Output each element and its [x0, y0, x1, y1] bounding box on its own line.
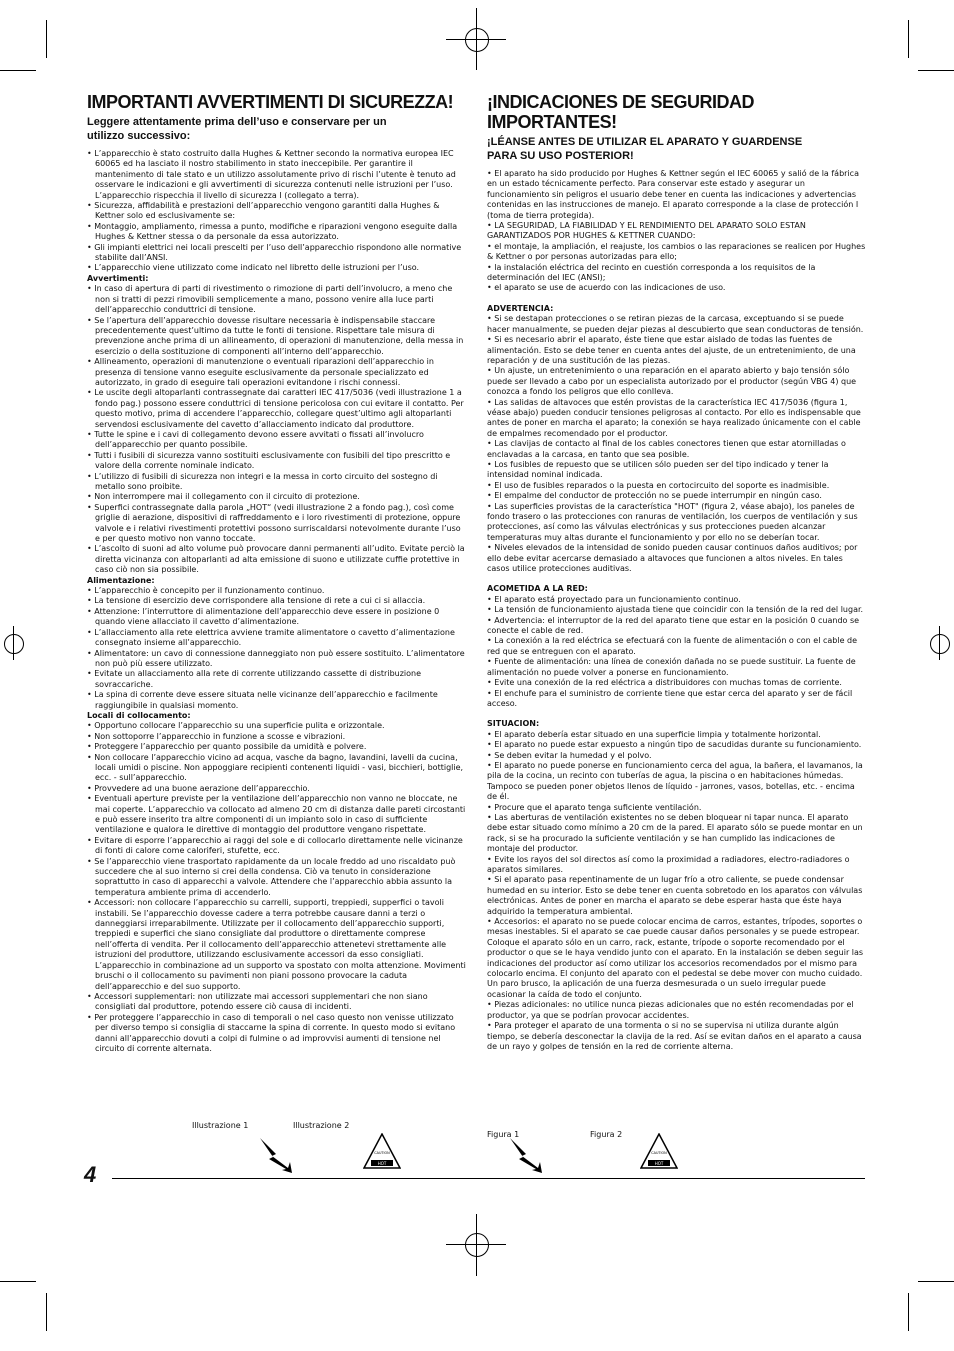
list-item: • El aparato debería estar situado en una superficie limpia y totalmente horizontal.: [487, 729, 821, 739]
list-item: • La tensione di esercizio deve corrispondere alla tensione di rete a cui ci si allaccia.: [87, 596, 426, 606]
caution-text: CAUTION: [374, 1151, 390, 1155]
list-item: • Se l’apertura dell’apparecchio dovesse risultare necessaria è indispensabile staccare precedentemente quest’ultimo da tutte le fonti di tensione. Rispettare tale misura di prevenzione anche prima di un allineamento, di operazioni di manutenzione, della messa in esercizio o della sostituzione di componenti all’interno dell’apparecchio.: [87, 315, 464, 356]
list-item: • Procure que el aparato tenga suficiente ventilación.: [487, 802, 702, 812]
list-item: • la instalación eléctrica del recinto en cuestión corresponda a los requisitos de la determinación del IEC (ANSI);: [487, 262, 816, 283]
spanish-figure-2-label: Figura 2: [590, 1130, 623, 1139]
list-item: • El aparato no puede ponerse en funcionamiento cerca del agua, la bañera, el lavamanos, la pila de la cocina, un recinto con tuberías de agua, la piscina o en habitaciones húmedas. Tampoco se pueden poner objetos llenos de líquido - jarrones, vasos, botellas, etc. - encima de él.: [487, 760, 863, 802]
italian-figure-1-label: Illustrazione 1: [192, 1121, 249, 1130]
list-item: • Las salidas de altavoces que estén provistas de la característica IEC 417/5036 (figura 1, véase abajo) pueden conducir tensiones peligrosas al contacto. Por ello es indispensable que antes de poner en marcha el aparato; la conexión se haya realizado únicamente con el cable de empalmes recomendado por el productor.: [487, 397, 861, 438]
italian-column: [87, 92, 467, 1054]
list-item: • Attenzione: l’interruttore di alimentazione dell’apparecchio deve essere in posizione 0 quando viene allacciato il cavetto d’alimentazione.: [87, 606, 440, 627]
list-item: • LA SEGURIDAD, LA FIABILIDAD Y EL RENDIMIENTO DEL APARATO SOLO ESTAN GARANTIZADOS POR HUGHES & KETTNER CUANDO:: [487, 221, 806, 241]
list-item: • Si es necesario abrir el aparato, éste tiene que estar aislado de todas las fuentes de alimentación. Esto se debe tener en cuenta antes del ajuste, de un entretenimiento, de una reparación y de una sustitución de las piezas.: [487, 335, 856, 365]
list-item: • Evite los rayos del sol directos así como la proximidad a radiadores, electro-radiadores o aparatos similares.: [487, 854, 850, 874]
section-heading: SITUACION:: [487, 719, 540, 729]
list-item: • Allineamento, operazioni di manutenzione o eventuali riparazioni dell’apparecchio in presenza di tensione vanno eseguite esclusivamente da personale specializzato ed autorizzato, in grado di eseguire tali operazioni evitandone i rischi connessi.: [87, 357, 434, 387]
section-heading: Avvertimenti:: [87, 273, 149, 283]
list-item: • Gli impianti elettrici nei locali prescelti per l’uso dell’apparecchio rispondono alle normative stabilite dall’ANSI.: [87, 242, 462, 263]
list-item: • Evitate un allacciamento alla rete di corrente utilizzando cassette di distribuzione sovraccariche.: [87, 669, 422, 689]
spanish-figure-1-label: Figura 1: [487, 1130, 520, 1139]
italian-body: [87, 149, 467, 1054]
spanish-body: [487, 169, 867, 1052]
lightning-bolt-icon: [508, 1136, 544, 1174]
crop-mark: [918, 70, 954, 71]
list-item: • Accesorios: el aparato no se puede colocar encima de carros, estantes, trípodes, soportes o mesas inestables. Si el aparato se cae puede causar daños personales y se puede estropear. Coloque el aparato sólo en un carro, rack, estante, trípode o soporte recomendado por el productor o que se le haya vendido junto con el aparato. En la instalación se deben seguir las indicaciones del productor así como utilizar los accesorios recomendados por el mismo para colocarlo encima. El conjunto del aparato con el pedestal se debe mover con mucho cuidado. Un paro brusco, la aplicación de una fuerza desmesurada o un suelo irregular puede ocasionar la caída de todo el conjunto.: [487, 917, 864, 999]
spanish-title: ¡INDICACIONES DE SEGURIDAD IMPORTANTES!: [487, 92, 755, 132]
hot-caution-icon: [640, 1133, 678, 1169]
spanish-column: [487, 92, 867, 1052]
italian-subtitle: Leggere attentamente prima dell’uso e conservare per un utilizzo successivo:: [87, 116, 387, 142]
list-item: • El uso de fusibles reparados o la puesta en cortocircuito del soporte es inadmisible.: [487, 480, 830, 490]
list-item: • Non interrompere mai il collegamento con il circuito di protezione.: [87, 492, 360, 502]
list-item: • el aparato se use de acuerdo con las indicaciones de uso.: [487, 283, 726, 293]
section-heading: Locali di collocamento:: [87, 710, 191, 720]
list-item: • Un ajuste, un entretenimiento o una reparación en el aparato abierto y bajo tensión sólo puede ser llevado a cabo por un especialista autorizado por el productor (según VBG 4) que conozca a fondo los peligros que ello conlleva.: [487, 366, 857, 397]
list-item: • L’allacciamento alla rete elettrica avviene tramite alimentatore o cavetto d’alimentazione consegnato insieme all’apparecchio.: [87, 627, 455, 648]
crop-mark: [0, 1281, 36, 1282]
list-item: • Niveles elevados de la intensidad de sonido pueden causar continuos daños auditivos; por ello debe evitar acercarse demasiado a altavoces que funcionen a altos niveles. En tales casos utilice protecciones auditivas.: [487, 543, 858, 574]
list-item: • Se deben evitar la humedad y el polvo.: [487, 750, 652, 760]
crop-mark: [918, 1281, 954, 1282]
crop-mark: [908, 1293, 909, 1331]
list-item: • Eventuali aperture previste per la ventilazione dell’apparecchio non vanno ne bloccate, ne mai coperte. L’apparecchio va collocato ad almeno 20 cm di distanza dalle pareti circostanti e può essere inserito tra altre componenti di un impianto solo in caso di sufficiente ventilazione e qualora le direttive di montaggio del produttore vengano rispettate.: [87, 794, 466, 835]
list-item: • Accessori supplementari: non utilizzate mai accessori supplementari che non siano consigliati dal produttore, potendo essere ciò causa di incidenti.: [87, 991, 428, 1012]
section-heading: Alimentazione:: [87, 575, 155, 585]
section-heading: ACOMETIDA A LA RED:: [487, 584, 588, 594]
spacer: [487, 574, 867, 584]
list-item: • Si el aparato pasa repentinamente de un lugar frío a otro caliente, se puede condensar humedad en su interior. Esto se debe tener en cuenta sobretodo en los aparatos con válvulas electrónicas. Antes de poner en marcha el aparato se debe esperar hasta que éste haya adquirido la temperatura ambiental.: [487, 875, 863, 916]
hot-text: HOT: [377, 1161, 387, 1166]
list-item: • L’utilizzo di fusibili di sicurezza non integri e la messa in corto circuito del sostegno di metallo sono proibite.: [87, 471, 438, 491]
list-item: • Provvedere ad una buone aerazione dell’apparecchio.: [87, 783, 310, 793]
list-item: • el montaje, la ampliación, el reajuste, los cambios o las reparaciones se realicen por Hughes & Kettner o por personas autorizadas para ello;: [487, 241, 866, 262]
list-item: • Alimentatore: un cavo di connessione danneggiato non può essere sostituito. L’alimentatore non può più essere utilizzato.: [87, 648, 465, 668]
list-item: • El empalme del conductor de protección no se puede interrumpir en ningún caso.: [487, 491, 822, 501]
list-item: • Para proteger el aparato de una tormenta o si no se supervisa ni utiliza durante algún tiempo, se debería desconectar la clavija de la red. Así se evitan daños en el aparato a causa de un rayo y golpes de tensión en la red de corriente alterna.: [487, 1021, 862, 1051]
section-heading: ADVERTENCIA:: [487, 303, 554, 313]
list-item: • Montaggio, ampliamento, rimessa a punto, modifiche e riparazioni vengono eseguite dalla Hughes & Kettner stessa o da personale da essa autorizzato.: [87, 221, 458, 242]
list-item: • Le uscite degli altoparlanti contrassegnate dai caratteri IEC 417/5036 (vedi illustrazione 1 a fondo pag.) possono essere conduttrici di tensione pericolosa con cui evitare il contatto. Per questo motivo, prima di accendere l’apparecchio, collegare quest’ultimo agli altoparlanti servendosi esclusivamente del cavetto d’allacciamento indicato dal produttore.: [87, 388, 464, 429]
crop-mark: [0, 70, 36, 71]
list-item: • L’apparecchio è stato costruito dalla Hughes & Kettner secondo la normativa europea IEC 60065 ed ha lasciato il nostro stabilimento in stato ineccepibile. Per garantire il mantenimento di tale stato e un utilizzo assolutamente privo di rischi l’utente è tenuto ad osservare le indicazioni e gli avvertimenti di sicurezza contenuti nelle istruzioni per l’uso. L’apparecchio rispecchia il livello di sicurezza I (collegato a terra).: [87, 149, 456, 200]
italian-title: IMPORTANTI AVVERTIMENTI DI SICUREZZA!: [87, 92, 454, 112]
list-item: • In caso di apertura di parti di rivestimento o rimozione di parti dell’involucro, a meno che non si tratti di pezzi rimovibili semplicemente a mano, possono venire alla luce parti dell’apparecchio conduttrici di tensione.: [87, 284, 453, 315]
italian-figure-2-label: Illustrazione 2: [293, 1121, 350, 1130]
list-item: • Las superficies provistas de la característica "HOT" (figura 2, véase abajo), los paneles de fondo trasero o las protecciones con ranuras de ventilación, los cuerpos de ventilación y sus protecciones, así como las válvulas electrónicas y sus protecciones pueden alcanzar temperaturas muy altas durante el funcionamiento y por ello no se deberían tocar.: [487, 501, 858, 542]
lightning-bolt-icon: [258, 1136, 294, 1174]
list-item: • Evite una conexión de la red eléctrica a distribuidores con muchas tomas de corriente.: [487, 678, 842, 688]
crop-mark: [908, 20, 909, 58]
list-item: • El aparato no puede estar expuesto a ningún tipo de sacudidas durante su funcionamiento.: [487, 740, 862, 750]
page-number: 4: [84, 1162, 97, 1187]
list-item: • Tutti i fusibili di sicurezza vanno sostituiti esclusivamente con fusibili del tipo prescritto e valore della corrente nominale indicato.: [87, 450, 451, 471]
list-item: • Advertencia: el interruptor de la red del aparato tiene que estar en la posición 0 cuando se conecte el cable de red.: [487, 615, 860, 636]
footer-rule: [112, 1178, 865, 1179]
list-item: • Sicurezza, affidabilità e prestazioni dell’apparecchio vengono garantiti dalla Hughes & Kettner solo ed esclusivamente se:: [87, 201, 440, 221]
hot-text: HOT: [654, 1161, 664, 1166]
list-item: • Non sottoporre l’apparecchio in funzione a scosse e vibrazioni.: [87, 731, 346, 741]
list-item: • Superfici contrassegnate dalla parola „HOT“ (vedi illustrazione 2 a fondo pag.), così come griglie di aerazione, dispositivi di raffreddamento e i loro rivestimenti di protezione, oppure valvole e i relativi rivestimenti protettivi possono surriscaldarsi notevolmente durante l’uso e per questo motivo non vanno toccate.: [87, 502, 461, 544]
list-item: • Accessori: non collocare l’apparecchio su carrelli, supporti, treppiedi, supperfici o tavoli instabili. Se l’apparecchio dovesse cadere a terra potrebbe causare danni a terzi o danneggiarsi irreparabilmente. Utilizzate per il collocamento dell’apparecchio supporti, treppiedi e superfici che siano consigliate dal produttore o direttamente comprese nell’offerta di vendita. Per il collocamento dell’apparecchio attenetevi strettamente alle istruzioni del produttore, utilizzando esclusivamente accessori da esso consigliati. L’apparecchio in combinazione ad un supporto va spostato con molta attenzione. Movimenti bruschi o il collocamento su pavimenti non piani possono provocare la caduta dell’apparecchio e del suo supporto.: [87, 898, 466, 991]
list-item: • La tensión de funcionamiento ajustada tiene que coincidir con la tensión de la red del lugar.: [487, 605, 864, 615]
list-item: • La conexión a la red eléctrica se efectuará con la fuente de alimentación o con el cable de red que se entreguen con el aparato.: [487, 636, 858, 656]
list-item: • La spina di corrente deve essere situata nelle vicinanze dell’apparecchio e facilmente raggiungibile in qualsiasi momento.: [87, 690, 438, 710]
list-item: • Evitare di esporre l’apparecchio ai raggi del sole e di collocarlo direttamente nelle vicinanze di fonti di calore come caloriferi, stufette, ecc.: [87, 835, 463, 856]
spanish-subtitle: ¡LÉANSE ANTES DE UTILIZAR EL APARATO Y GUARDENSE PARA SU USO POSTERIOR!: [487, 136, 803, 162]
list-item: • Los fusibles de repuesto que se utilicen sólo pueden ser del tipo indicado y tener la intensidad nominal indicada.: [487, 459, 829, 480]
list-item: • L’apparecchio è concepito per il funzionamento continuo.: [87, 586, 325, 596]
list-item: • Si se destapan protecciones o se retiran piezas de la carcasa, exceptuando si se puede hacer manualmente, se pueden dejar piezas al descubierto que sean conductoras de tensión.: [487, 314, 864, 334]
list-item: • El aparato ha sido producido por Hughes & Kettner según el IEC 60065 y salió de la fábrica en un estado técnicamente perfecto. Para conservar este estado y asegurar un funcionamiento sin peligros el usuario debe tener en cuenta las indicaciones y advertencias contenidas en las instrucciones de manejo. El aparato corresponde a la clase de protección I (toma de tierra protegida).: [487, 169, 859, 220]
list-item: • Non collocare l’apparecchio vicino ad acqua, vasche da bagno, lavandini, lavelli da cucina, locali umidi o piscine. Non appoggiare recipienti contenenti liquidi - vasi, bicchieri, bottiglie, ecc. - sull’apparecchio.: [87, 752, 464, 783]
hot-caution-icon: [363, 1133, 401, 1169]
list-item: • El enchufe para el suministro de corriente tiene que estar cerca del aparato y ser de fácil acceso.: [487, 688, 853, 708]
spacer: [487, 709, 867, 719]
list-item: • El aparato está proyectado para un funcionamiento continuo.: [487, 594, 741, 604]
caution-text: CAUTION: [651, 1151, 667, 1155]
list-item: • Fuente de alimentación: una línea de conexión dañada no se puede sustituir. La fuente de alimentación no puede volver a ponerse en funcionamiento.: [487, 657, 856, 677]
list-item: • Per proteggere l’apparecchio in caso di temporali o nel caso questo non venisse utilizzato per diverso tempo si consiglia di staccarne la spina di corrente. In questo modo si evitano danni all’apparecchio dovuti a colpi di fulmine o ad improvvisi aumenti di tensione nel circuito di corrente alternata.: [87, 1012, 456, 1053]
list-item: • Opportuno collocare l’apparecchio su una superficie pulita e orizzontale.: [87, 721, 385, 731]
list-item: • Las clavijas de contacto al final de los cables conectores tienen que estar atornilladas o enclavadas a la carcasa, en tanto que sea posible.: [487, 439, 846, 459]
list-item: • Se l’apparecchio viene trasportato rapidamente da un locale freddo ad uno riscaldato può succedere che al suo interno si crei della condensa. Ciò va tenuto in considerazione soprattutto in caso di apparecchi a valvole. Attendere che l’apparecchio abbia assunto la temperatura ambiente prima di accenderlo.: [87, 856, 456, 897]
crop-mark: [46, 1293, 47, 1331]
spacer: [487, 294, 867, 304]
list-item: • Las aberturas de ventilación existentes no se deben bloquear ni tapar nunca. El aparato debe estar situado como mínimo a 20 cm de la pared. El aparato sólo se puede montar en un rack, si se ha procurado la suficiente ventilación y se han cumplido las indicaciones de montaje del productor.: [487, 812, 863, 854]
list-item: • Proteggere l’apparecchio per quanto possibile da umidità e polvere.: [87, 742, 367, 752]
list-item: • Piezas adicionales: no utilice nunca piezas adicionales que no estén recomendadas por el productor, ya que se podrían provocar accidentes.: [487, 1000, 854, 1020]
list-item: • Tutte le spine e i cavi di collegamento devono essere avvitati o fissati all’involucro dell’apparecchio per quanto possibile.: [87, 429, 424, 450]
list-item: • L’ascolto di suoni ad alto volume può provocare danni permanenti all’udito. Evitate perciò la diretta vicinanza con altoparlanti ad alta emissione di suono e utilizzate cuffie protettive in caso ciò non sia possibile.: [87, 544, 465, 575]
crop-mark: [46, 20, 47, 58]
list-item: • L’apparecchio viene utilizzato come indicato nel libretto delle istruzioni per l’uso.: [87, 263, 420, 273]
